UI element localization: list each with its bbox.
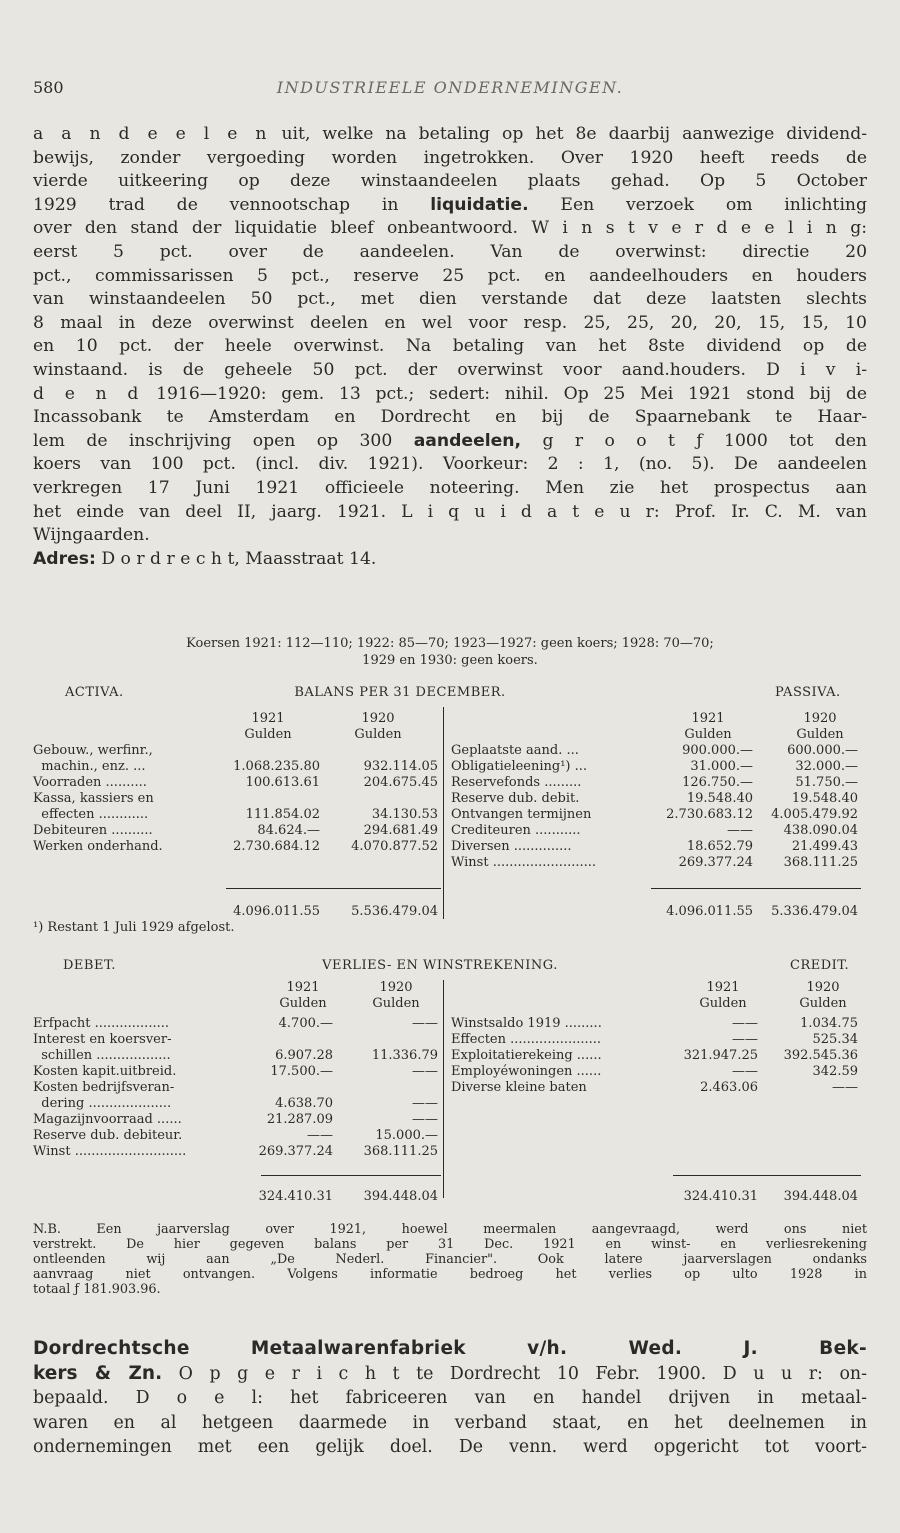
passiva-heading: PASSIVA. <box>775 685 841 700</box>
unit-header: Gulden <box>372 996 420 1011</box>
year-header: 1921 <box>286 980 320 995</box>
activa-total-1921: 4.096.011.55 <box>233 904 320 919</box>
address-label: Adres: <box>33 548 96 569</box>
company-name: Dordrechtsche Metaalwarenfabriek v/h. Wed. J. Bek- <box>33 1338 867 1359</box>
passiva-row-label: Winst ......................... <box>451 855 596 870</box>
activa-row-value: 111.854.02 <box>245 807 320 822</box>
passiva-row-value: 438.090.04 <box>783 823 858 838</box>
passiva-row-label: Obligatieleening¹) ... <box>451 759 588 774</box>
debet-row-value: 11.336.79 <box>371 1048 438 1063</box>
passiva-row-value: 21.499.43 <box>791 839 858 854</box>
text-line: 1929 trad de vennootschap in liquidatie. Een verzoek om inlichting <box>33 194 867 215</box>
text-line: pct., commissarissen 5 pct., reserve 25 pct. en aandeelhouders en houders <box>33 265 867 286</box>
aandeelen-term: aandeelen, <box>413 430 522 451</box>
text-line: Incassobank te Amsterdam en Dordrecht en bij de Spaarnebank te Haar- <box>33 407 867 428</box>
credit-row-value: 1.034.75 <box>800 1016 858 1031</box>
passiva-row-value: —— <box>727 823 753 838</box>
koersen-line: 1929 en 1930: geen koers. <box>362 653 538 668</box>
credit-row-value: 321.947.25 <box>683 1048 758 1063</box>
credit-row-value: —— <box>732 1064 758 1079</box>
company-name-line <box>33 1337 867 1362</box>
address-street: Maasstraat 14. <box>239 548 377 569</box>
profit-loss-account <box>33 958 867 1208</box>
nb-note <box>33 1222 867 1297</box>
text-line: en 10 pct. der heele overwinst. Na betaling van het 8ste dividend op de <box>33 336 867 357</box>
activa-total-1920: 5.536.479.04 <box>351 904 438 919</box>
activa-row-value: 84.624.— <box>257 823 320 838</box>
debet-row-value: 15.000.— <box>375 1128 438 1143</box>
debet-row-value: 269.377.24 <box>258 1144 333 1159</box>
pl-title: VERLIES- EN WINSTREKENING. <box>322 958 558 973</box>
passiva-row-value: 18.652.79 <box>686 839 753 854</box>
note-line: verstrekt. De hier gegeven balans per 31 Dec. 1921 en winst- en verliesrekening <box>33 1237 867 1252</box>
year-header: 1920 <box>379 980 413 995</box>
passiva-total-1920: 5.336.479.04 <box>771 904 858 919</box>
text-line: kers & Zn. O p g e r i c h t te Dordrecht 10 Febr. 1900. D u u r: on- <box>33 1362 867 1384</box>
year-header: 1920 <box>803 711 837 726</box>
activa-row-value: 4.070.877.52 <box>351 839 438 854</box>
text-line: ondernemingen met een gelijk doel. De venn. werd opgericht tot voort- <box>33 1437 867 1457</box>
text-line: koers van 100 pct. (incl. div. 1921). Voorkeur: 2 : 1, (no. 5). De aandeelen <box>33 454 867 475</box>
debet-row-label: Interest en koersver- <box>33 1032 172 1047</box>
debet-row-value: —— <box>412 1016 438 1031</box>
passiva-row-label: Ontvangen termijnen <box>451 807 592 822</box>
unit-header: Gulden <box>796 727 844 742</box>
unit-header: Gulden <box>684 727 732 742</box>
credit-total-1920: 394.448.04 <box>783 1189 858 1204</box>
activa-row-label: Werken onderhand. <box>33 839 163 854</box>
year-header: 1920 <box>361 711 395 726</box>
activa-row-label: Gebouw., werfinr., <box>33 743 153 758</box>
credit-row-value: 2.463.06 <box>700 1080 758 1095</box>
passiva-row-value: 126.750.— <box>682 775 753 790</box>
note-line: totaal ƒ 181.903.96. <box>33 1282 161 1297</box>
text-line: Wijngaarden. <box>33 525 150 546</box>
debet-row-label: Kosten kapit.uitbreid. <box>33 1064 177 1079</box>
activa-row-label: Kassa, kassiers en <box>33 791 154 806</box>
passiva-row-value: 51.750.— <box>795 775 858 790</box>
passiva-row-label: Geplaatste aand. ... <box>451 743 579 758</box>
credit-row-value: 392.545.36 <box>783 1048 858 1063</box>
balance-footnote: ¹) Restant 1 Juli 1929 afgelost. <box>33 920 235 935</box>
credit-row-value: 342.59 <box>812 1064 858 1079</box>
company-name-cont: kers & Zn. <box>33 1362 163 1384</box>
text-line: van winstaandeelen 50 pct., met dien verstande dat deze laatsten slechts <box>33 289 867 310</box>
debet-row-value: —— <box>412 1112 438 1127</box>
text-line: over den stand der liquidatie bleef onbeantwoord. W i n s t v e r d e e l i n g: <box>33 218 867 239</box>
credit-heading: CREDIT. <box>790 958 850 973</box>
unit-header: Gulden <box>799 996 847 1011</box>
credit-row-value: —— <box>832 1080 858 1095</box>
credit-total-1921: 324.410.31 <box>683 1189 758 1204</box>
credit-row-label: Effecten ...................... <box>451 1032 602 1047</box>
passiva-row-value: 31.000.— <box>690 759 753 774</box>
column-divider <box>443 707 444 919</box>
debet-row-label: Reserve dub. debiteur. <box>33 1128 183 1143</box>
credit-row-value: 525.34 <box>812 1032 858 1047</box>
activa-row-value: 204.675.45 <box>363 775 438 790</box>
balance-sheet <box>33 685 867 945</box>
running-title: INDUSTRIEELE ONDERNEMINGEN. <box>276 78 624 97</box>
note-line: ontleenden wij aan „De Nederl. Financier". Ook latere jaarverslagen ondanks <box>33 1252 867 1267</box>
passiva-row-label: Reservefonds ......... <box>451 775 582 790</box>
debet-row-label: Winst ........................... <box>33 1144 187 1159</box>
debet-row-value: —— <box>412 1096 438 1111</box>
debet-heading: DEBET. <box>63 958 116 973</box>
total-rule <box>261 1175 441 1176</box>
activa-row-value: 294.681.49 <box>363 823 438 838</box>
year-header: 1920 <box>806 980 840 995</box>
text-line: verkregen 17 Juni 1921 officieele noteering. Men zie het prospectus aan <box>33 477 867 498</box>
debet-row-label: dering .................... <box>33 1096 172 1111</box>
text-line: winstaand. is de geheele 50 pct. der overwinst voor aand.houders. D i v i- <box>33 359 867 380</box>
debet-row-label: Magazijnvoorraad ...... <box>33 1112 182 1127</box>
passiva-row-value: 900.000.— <box>682 743 753 758</box>
text-line: a a n d e e l e n uit, welke na betaling op het 8e daarbij aanwezige dividend- <box>33 124 867 144</box>
unit-header: Gulden <box>699 996 747 1011</box>
debet-row-value: —— <box>412 1064 438 1079</box>
activa-row-value: 1.068.235.80 <box>233 759 320 774</box>
next-company-entry <box>33 1337 867 1460</box>
text-line: waren en al hetgeen daarmede in verband staat, en het deelnemen in <box>33 1412 867 1433</box>
debet-row-value: 17.500.— <box>270 1064 333 1079</box>
debet-row-value: 21.287.09 <box>266 1112 333 1127</box>
column-divider <box>443 980 444 1198</box>
unit-header: Gulden <box>354 727 402 742</box>
passiva-row-value: 2.730.683.12 <box>666 807 753 822</box>
text-line: lem de inschrijving open op 300 aandeelen, g r o o t ƒ 1000 tot den <box>33 430 867 451</box>
text-line: bewijs, zonder vergoeding worden ingetrokken. Over 1920 heeft reeds de <box>33 147 867 168</box>
activa-row-label: Voorraden .......... <box>33 775 147 790</box>
balance-title: BALANS PER 31 DECEMBER. <box>294 685 506 700</box>
credit-row-value: —— <box>732 1016 758 1031</box>
text-line: 8 maal in deze overwinst deelen en wel voor resp. 25, 25, 20, 20, 15, 15, 10 <box>33 312 867 333</box>
debet-row-label: Erfpacht .................. <box>33 1016 169 1031</box>
debet-row-value: 368.111.25 <box>363 1144 438 1159</box>
activa-row-value: 100.613.61 <box>245 775 320 790</box>
text-line: d e n d 1916—1920: gem. 13 pct.; sedert: nihil. Op 25 Mei 1921 stond bij de <box>33 383 867 404</box>
unit-header: Gulden <box>279 996 327 1011</box>
page-header <box>33 78 867 100</box>
total-rule <box>651 888 861 889</box>
credit-row-label: Exploitatierekeing ...... <box>451 1048 602 1063</box>
credit-row-label: Diverse kleine baten <box>451 1080 587 1095</box>
address-city: D o r d r e c h t, <box>101 548 240 569</box>
passiva-row-value: 19.548.40 <box>686 791 753 806</box>
passiva-row-value: 269.377.24 <box>678 855 753 870</box>
debet-row-value: 4.700.— <box>278 1016 333 1031</box>
koersen-block <box>33 635 867 669</box>
debet-row-value: 6.907.28 <box>275 1048 333 1063</box>
total-rule <box>226 888 441 889</box>
note-line: aanvraag niet ontvangen. Volgens informatie bedroeg het verlies op ulto 1928 in <box>33 1267 867 1282</box>
unit-header: Gulden <box>244 727 292 742</box>
koersen-line: Koersen 1921: 112—110; 1922: 85—70; 1923—1927: geen koers; 1928: 70—70; <box>186 636 714 651</box>
debet-total-1920: 394.448.04 <box>363 1189 438 1204</box>
note-line: N.B. Een jaarverslag over 1921, hoewel meermalen aangevraagd, werd ons niet <box>33 1222 867 1237</box>
passiva-row-value: 600.000.— <box>787 743 858 758</box>
activa-row-label: Debiteuren .......... <box>33 823 153 838</box>
passiva-row-label: Crediteuren ........... <box>451 823 581 838</box>
activa-row-label: effecten ............ <box>33 807 149 822</box>
debet-row-label: schillen .................. <box>33 1048 171 1063</box>
credit-row-label: Employéwoningen ...... <box>451 1064 602 1079</box>
text-line: vierde uitkeering op deze winstaandeelen plaats gehad. Op 5 October <box>33 171 867 192</box>
passiva-row-label: Reserve dub. debit. <box>451 791 580 806</box>
activa-row-value: 2.730.684.12 <box>233 839 320 854</box>
activa-heading: ACTIVA. <box>65 685 124 700</box>
passiva-row-label: Diversen .............. <box>451 839 572 854</box>
debet-total-1921: 324.410.31 <box>258 1189 333 1204</box>
passiva-row-value: 4.005.479.92 <box>771 807 858 822</box>
activa-row-label: machin., enz. ... <box>33 759 146 774</box>
passiva-row-value: 19.548.40 <box>791 791 858 806</box>
liquidatie-term: liquidatie. <box>430 194 529 215</box>
year-header: 1921 <box>691 711 725 726</box>
passiva-row-value: 32.000.— <box>795 759 858 774</box>
text-line: het einde van deel II, jaarg. 1921. L i q u i d a t e u r: Prof. Ir. C. M. van <box>33 501 867 522</box>
credit-row-label: Winstsaldo 1919 ......... <box>451 1016 602 1031</box>
year-header: 1921 <box>251 711 285 726</box>
text-line: eerst 5 pct. over de aandeelen. Van de overwinst: directie 20 <box>33 241 867 262</box>
activa-row-value: 932.114.05 <box>363 759 438 774</box>
debet-row-label: Kosten bedrijfsveran- <box>33 1080 175 1095</box>
page-number: 580 <box>33 78 64 97</box>
credit-row-value: —— <box>732 1032 758 1047</box>
text-line: bepaald. D o e l: het fabriceeren van en handel drijven in metaal- <box>33 1388 867 1408</box>
company-description <box>33 123 867 571</box>
debet-row-value: 4.638.70 <box>275 1096 333 1111</box>
passiva-total-1921: 4.096.011.55 <box>666 904 753 919</box>
passiva-row-value: 368.111.25 <box>783 855 858 870</box>
total-rule <box>673 1175 861 1176</box>
debet-row-value: —— <box>307 1128 333 1143</box>
year-header: 1921 <box>706 980 740 995</box>
address-line <box>33 548 867 572</box>
activa-row-value: 34.130.53 <box>371 807 438 822</box>
